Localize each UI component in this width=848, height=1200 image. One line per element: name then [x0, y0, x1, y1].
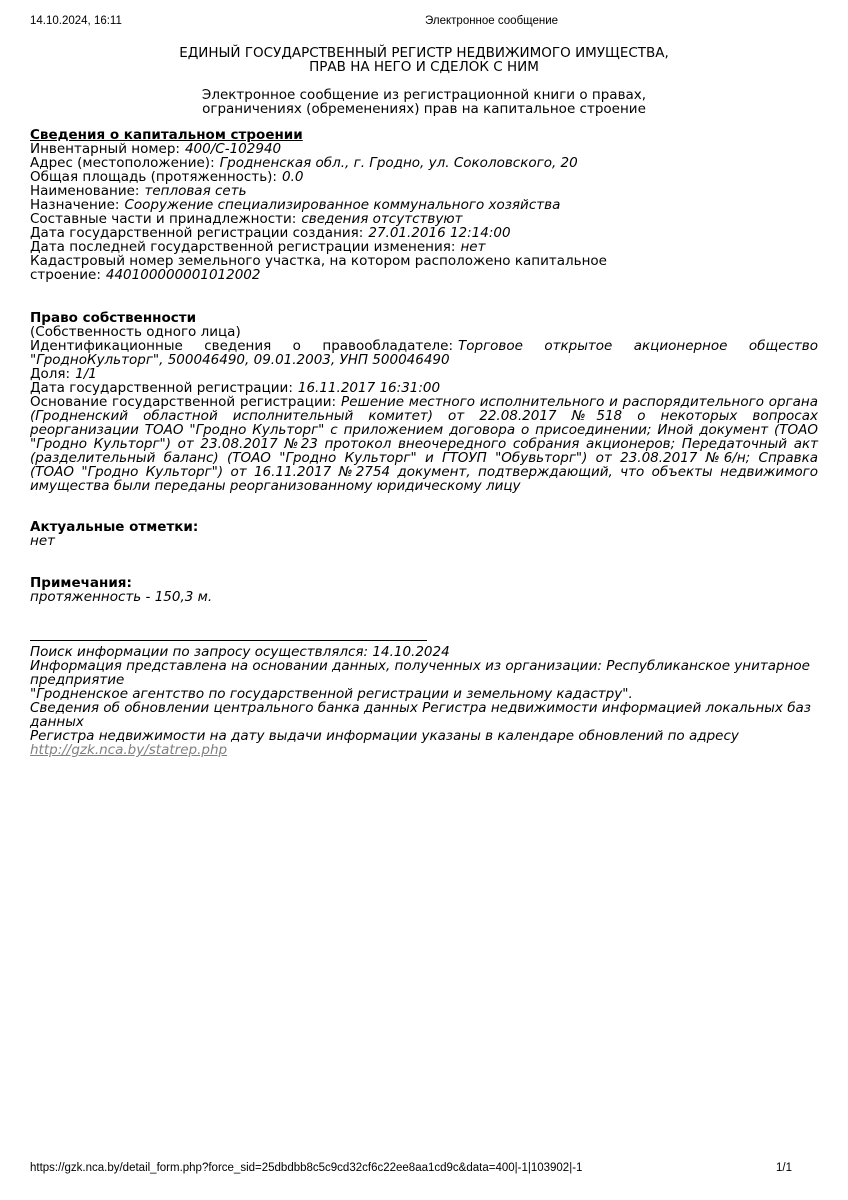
field-creation-registration-date	[30, 226, 818, 240]
building-section-title: Сведения о капитальном строении	[30, 127, 303, 143]
update-info-line-1: Сведения об обновлении центрального банка данных Регистра недвижимости информацией локальных баз данных	[30, 700, 811, 730]
field-label: Составные части и принадлежности:	[30, 211, 297, 227]
field-land-cadastral-number	[30, 254, 818, 282]
registration-basis-label: Основание государственной регистрации:	[30, 394, 337, 410]
field-change-registration-date	[30, 240, 818, 254]
print-title: Электронное сообщение	[425, 15, 559, 27]
marks-value: нет	[30, 533, 55, 549]
section-actual-marks	[30, 520, 818, 548]
registration-basis-value: Решение местного исполнительного и распорядительного органа (Гродненский областной исполнительный комитет) от 22.08.2017 №518 о некоторых вопросах реорганизации ТОАО "Гродно Культорг" с приложением договора о присоединении; Иной документ (ТОАО "Гродно Культорг") от 23.08.2017 №23 протокол внеочередного собрания акционеров; Передаточный акт (разделительный баланс) (ТОАО "Гродно Культорг" и ГТОУП "Обувьторг") от 23.08.2017 №6/н; Справка (ТОАО "Гродно Культорг") от 16.11.2017 №2754 документ, подтверждающий, что объекты недвижимого имущества были переданы реорганизованному юридическому лицу	[30, 394, 818, 494]
marks-section-title: Актуальные отметки:	[30, 519, 199, 535]
ownership-section-title: Право собственности	[30, 310, 197, 326]
field-value: Сооружение специализированное коммунального хозяйства	[124, 197, 561, 213]
field-value: 400/С-102940	[184, 141, 282, 157]
heading-line-1: ЕДИНЫЙ ГОСУДАРСТВЕННЫЙ РЕГИСТР НЕДВИЖИМОГО ИМУЩЕСТВА,	[179, 45, 669, 61]
field-value: Гродненская обл., г. Гродно, ул. Соколовского, 20	[219, 155, 578, 171]
field-components	[30, 212, 818, 226]
field-label: Назначение:	[30, 197, 120, 213]
field-label: Наименование:	[30, 183, 140, 199]
field-value: тепловая сеть	[144, 183, 247, 199]
field-value: 1/1	[75, 366, 97, 382]
field-value: сведения отсутствуют	[301, 211, 463, 227]
field-name	[30, 184, 818, 198]
source-org-line-1: Информация представлена на основании данных, полученных из организации: Республиканское унитарное предприятие	[30, 658, 810, 688]
field-value: 27.01.2016 12:14:00	[368, 225, 511, 241]
separator-line	[30, 640, 427, 641]
field-label: Инвентарный номер:	[30, 141, 180, 157]
field-inventory-number	[30, 142, 818, 156]
heading-line-2: ПРАВ НА НЕГО И СДЕЛОК С НИМ	[309, 59, 539, 75]
field-value: 16.11.2017 16:31:00	[297, 380, 441, 396]
field-value: 0.0	[281, 169, 304, 185]
field-purpose	[30, 198, 818, 212]
field-share	[30, 367, 818, 381]
statrep-link[interactable]: http://gzk.nca.by/statrep.php	[30, 742, 228, 758]
field-value: 440100000001012002	[105, 267, 261, 283]
print-footer	[30, 1162, 792, 1175]
source-org-line-2: "Гродненское агентство по государственной регистрации и земельному кадастру".	[30, 686, 633, 702]
print-footer-url: https://gzk.nca.by/detail_form.php?force_sid=25dbdbb8c5c9cd32cf6c22ee8aa1cd9c&data=400|-1|103902|-1	[30, 1162, 583, 1174]
notes-section-title: Примечания:	[30, 575, 132, 591]
print-datetime: 14.10.2024, 16:11	[30, 15, 122, 27]
print-header	[30, 15, 818, 29]
request-info-block	[30, 645, 818, 757]
rightholder-value: Торговое открытое акционерное общество "ГродноКульторг", 500046490, 09.01.2003, УНП 500046490	[30, 338, 819, 368]
section-notes	[30, 576, 818, 604]
field-label: Дата государственной регистрации создания:	[30, 225, 364, 241]
section-ownership	[30, 311, 818, 493]
rightholder-paragraph	[30, 339, 818, 367]
subheading-line-2: ограничениях (обременениях) прав на капитальное строение	[202, 101, 646, 117]
document-heading	[0, 0, 848, 74]
field-label: Общая площадь (протяженность):	[30, 169, 277, 185]
document-body	[30, 128, 818, 757]
print-footer-page-number: 1/1	[776, 1162, 792, 1174]
field-registration-date	[30, 381, 818, 395]
field-address	[30, 156, 818, 170]
rightholder-label: Идентификационные сведения о правообладателе:	[30, 338, 453, 354]
field-label: Адрес (местоположение):	[30, 155, 215, 171]
update-info-line-2: Регистра недвижимости на дату выдачи информации указаны в календаре обновлений по адресу	[30, 728, 739, 744]
ownership-type: (Собственность одного лица)	[30, 324, 241, 340]
search-date-line: Поиск информации по запросу осуществлялся: 14.10.2024	[30, 644, 450, 660]
field-label: Доля:	[30, 366, 71, 382]
document-subheading	[0, 88, 848, 116]
notes-value: протяженность - 150,3 м.	[30, 589, 213, 605]
field-total-area	[30, 170, 818, 184]
section-building-info	[30, 128, 818, 282]
field-value: нет	[460, 239, 486, 255]
field-label: Дата государственной регистрации:	[30, 380, 293, 396]
registration-basis-paragraph	[30, 395, 818, 493]
field-label: Кадастровый номер земельного участка, на котором расположено капитальное строение:	[30, 253, 607, 283]
field-label: Дата последней государственной регистрации изменения:	[30, 239, 456, 255]
subheading-line-1: Электронное сообщение из регистрационной книги о правах,	[201, 87, 647, 103]
